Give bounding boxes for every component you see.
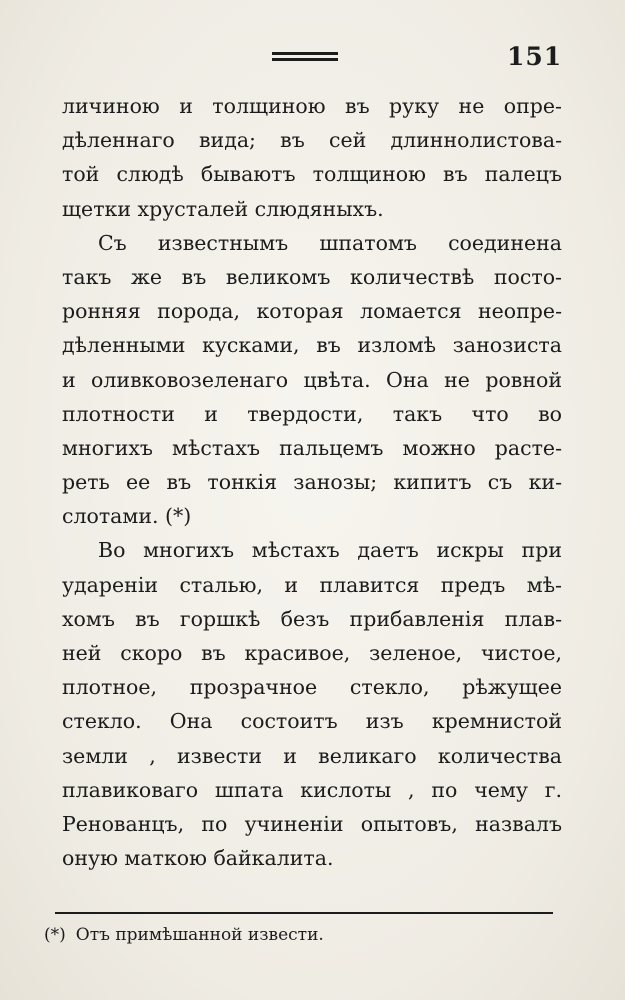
text-line: ударенiи сталью, и плавится предъ мѣ- [62,572,562,597]
text-line: ней скоро въ красивое, зеленое, чистое, [62,641,562,665]
text-line: щетки хрусталей слюдяныхъ. [62,196,384,221]
text-line: реть ее въ тонкія занозы; кипитъ съ ки- [62,470,562,495]
footnote-text: Отъ примѣшанной извести. [75,925,324,945]
text-line: Ренованцъ, по учиненіи опытовъ, назвалъ [62,811,562,836]
text-line: плотное, прозрачное стекло, рѣжущее [62,675,562,700]
text-line: многихъ мѣстахъ пальцемъ можно расте- [62,435,562,460]
text-line: дѣленными кусками, въ изломѣ занозиста [62,333,562,358]
text-line: Съ известнымъ шпатомъ соединена [98,230,562,255]
text-line: ронняя порода, которая ломается неопре- [62,299,562,324]
text-line: дѣленнаго вида; въ сей длиннолистова- [62,128,562,153]
page-number: 151 [507,42,563,71]
header-double-rule [272,52,338,62]
text-line: хомъ въ горшкѣ безъ прибавленія плав- [62,606,562,631]
text-line: стекло. Она состоитъ изъ кремнистой [62,709,562,734]
text-line: плотности и твердости, такъ что во [62,401,562,426]
text-line: Во многихъ мѣстахъ даетъ искры при [98,538,562,563]
body-text [62,89,562,875]
footnote-divider [55,912,553,914]
text-line: плавиковаго шпата кислоты , по чему г. [62,777,562,802]
footnote [44,925,324,945]
text-line: личиною и толщиною въ руку не опре- [62,94,562,118]
text-line: оную маткою байкалита. [62,846,334,871]
text-line: земли , извести и великаго количества [62,743,562,768]
text-line: слотами. (*) [62,504,192,529]
text-line: и оливковозеленаго цвѣта. Она не ровной [62,367,562,392]
text-line: такъ же въ великомъ количествѣ посто- [62,264,562,289]
text-line: той слюдѣ бываютъ толщиною въ палецъ [62,162,562,187]
footnote-mark: (*) [44,925,66,945]
